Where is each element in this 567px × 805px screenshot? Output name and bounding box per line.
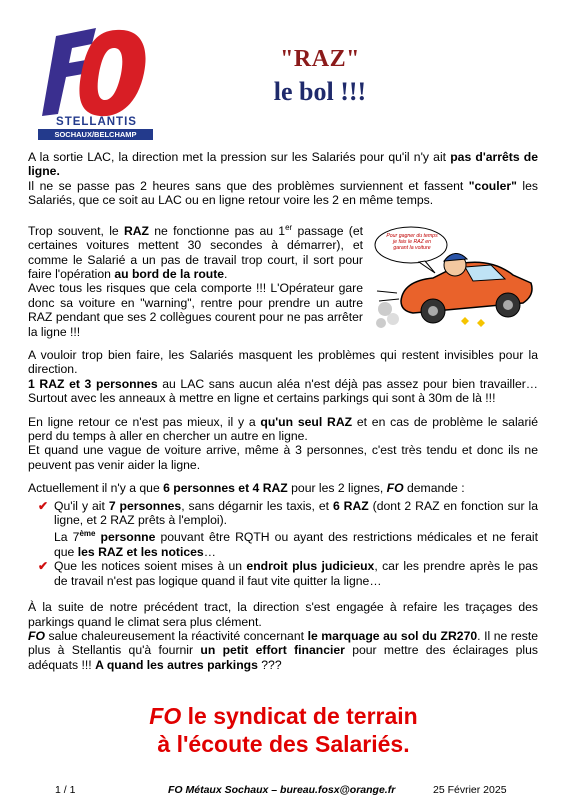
text: Il ne se passe pas 2 heures sans que des problèmes surviennent et fassent xyxy=(28,178,469,193)
paragraph-2 xyxy=(28,221,538,339)
demand-bullet-1 xyxy=(28,499,538,560)
text-bold: les RAZ et les notices xyxy=(77,544,204,559)
paragraph-6 xyxy=(28,600,538,672)
text: . Il ne reste plus à Stellantis qu'à fournir xyxy=(28,628,538,658)
checkmark-icon: ✔ xyxy=(38,559,49,574)
text: les Salariés, que ce soit au LAC ou en ligne retour voire les 2 en même temps. xyxy=(28,178,538,208)
title-line2: le bol !!! xyxy=(273,77,367,106)
paragraph-4 xyxy=(28,415,538,473)
text: , car les prendre après le pas de travail n'est pas logique quand il faut vite quitter la ligne… xyxy=(54,559,539,588)
text: Trop souvent, le xyxy=(28,223,124,238)
text: La 7 xyxy=(54,530,80,545)
demand-bullet-2 xyxy=(28,559,538,588)
text-bold: . xyxy=(56,164,60,179)
cartoon-bubble-text: Pour gagner du temps je fais le RAZ en garant la voiture xyxy=(386,232,438,251)
text: salue chaleureusement la réactivité concernant xyxy=(44,628,308,643)
superscript: er xyxy=(285,222,293,232)
text: au LAC sans aucun aléa n'est déjà pas assez pour bien travailler… Surtout avec les anneaux à mettre en ligne et certains parkings qui sont à 30m de là !!! xyxy=(28,376,538,406)
text: ne fonctionne pas au 1 xyxy=(149,223,286,238)
text: A vouloir trop bien faire, les Salariés masquent les problèmes qui restent invisibles pour la direction. xyxy=(28,347,538,377)
text-bold: 7 personnes xyxy=(108,498,182,513)
fo-stellantis-logo xyxy=(38,18,153,143)
slogan-fo: FO xyxy=(149,703,182,729)
text-bold: 6 personnes et 4 RAZ xyxy=(163,481,288,496)
text-bold: pas d'arrêts de ligne xyxy=(28,150,538,179)
title-line1: "RAZ" xyxy=(280,46,360,72)
text-bold-italic: FO xyxy=(386,481,404,496)
superscript: ème xyxy=(79,529,96,539)
footer-date: 25 Février 2025 xyxy=(433,784,507,796)
logo-site: SOCHAUX/BELCHAMP xyxy=(38,129,153,140)
text: et en cas de problème le salarié perd du temps à aller en chercher un autre en ligne. xyxy=(28,414,538,443)
text: demande : xyxy=(403,481,465,496)
text-bold: 6 RAZ xyxy=(332,498,369,513)
text-bold: un petit effort financier xyxy=(200,643,345,658)
text-bold: le marquage au sol du ZR270 xyxy=(307,628,478,643)
text: , sans dégarnir les taxis, et xyxy=(181,498,333,513)
text-bold: "couler" xyxy=(468,178,517,193)
tract-body xyxy=(28,150,538,681)
paragraph-3 xyxy=(28,348,538,406)
text: pouvant être RQTH ou ayant des restrictions médicales et ne ferait que xyxy=(54,530,538,559)
text: passage (et certaines voitures mettent 30 secondes à démarrer), et comme le Salarié a un pas de travail trop court, il sort pour faire l'opération xyxy=(28,223,363,281)
text: . xyxy=(224,266,228,281)
slogan xyxy=(0,702,567,758)
text: A la sortie LAC, la direction met la pression sur les Salariés pour qu'il n'y ait xyxy=(28,150,451,164)
paragraph-5 xyxy=(28,481,538,495)
page-number: 1 / 1 xyxy=(55,784,76,796)
text: Et quand une vague de voiture arrive, même à 3 personnes, c'est très tendu et donc ils ne peuvent pas venir aider la ligne. xyxy=(28,443,538,472)
text-bold: personne xyxy=(95,530,156,545)
checkmark-icon: ✔ xyxy=(38,498,49,513)
text: ??? xyxy=(257,657,282,672)
text: (dont 2 RAZ en fonction sur la ligne, et 2 RAZ prêts à l'emploi). xyxy=(54,498,538,527)
slogan-line2: à l'écoute des Salariés. xyxy=(157,731,410,757)
text: … xyxy=(203,544,216,559)
text: À la suite de notre précédent tract, la direction s'est engagée à refaire les traçages des parkings quand le climat sera plus clément. xyxy=(28,600,538,629)
text-bold: endroit plus judicieux xyxy=(246,559,375,574)
text: pour les 2 lignes, xyxy=(287,481,387,496)
slogan-line1: le syndicat de terrain xyxy=(181,703,418,729)
text: Que les notices soient mises à un xyxy=(54,559,247,574)
text: Actuellement il n'y a que xyxy=(28,481,164,496)
text: En ligne retour ce n'est pas mieux, il y a xyxy=(28,414,261,429)
text: Avec tous les risques que cela comporte !!! L'Opérateur gare donc sa voiture en "warning", rentre pour prendre un autre RAZ pendant que ses 2 collègues courent pour ne pas arrêter la ligne !!! xyxy=(28,281,363,339)
text-bold: 1 RAZ et 3 personnes xyxy=(28,376,158,391)
cartoon-car-illustration xyxy=(373,223,538,331)
text-bold: A quand les autres parkings xyxy=(95,657,258,672)
text-bold: au bord de la route xyxy=(114,266,225,281)
text: Qu'il y ait xyxy=(54,498,109,513)
paragraph-1 xyxy=(28,150,538,208)
footer-contact: FO Métaux Sochaux – bureau.fosx@orange.fr xyxy=(168,784,396,796)
text-bold: qu'un seul RAZ xyxy=(260,414,353,429)
text-bold-italic: FO xyxy=(28,628,45,643)
text-bold: RAZ xyxy=(123,223,149,238)
logo-brand: STELLANTIS xyxy=(56,116,137,128)
text: pour mettre des éclairages plus adéquats !!! xyxy=(28,643,538,672)
page-title xyxy=(215,46,425,107)
